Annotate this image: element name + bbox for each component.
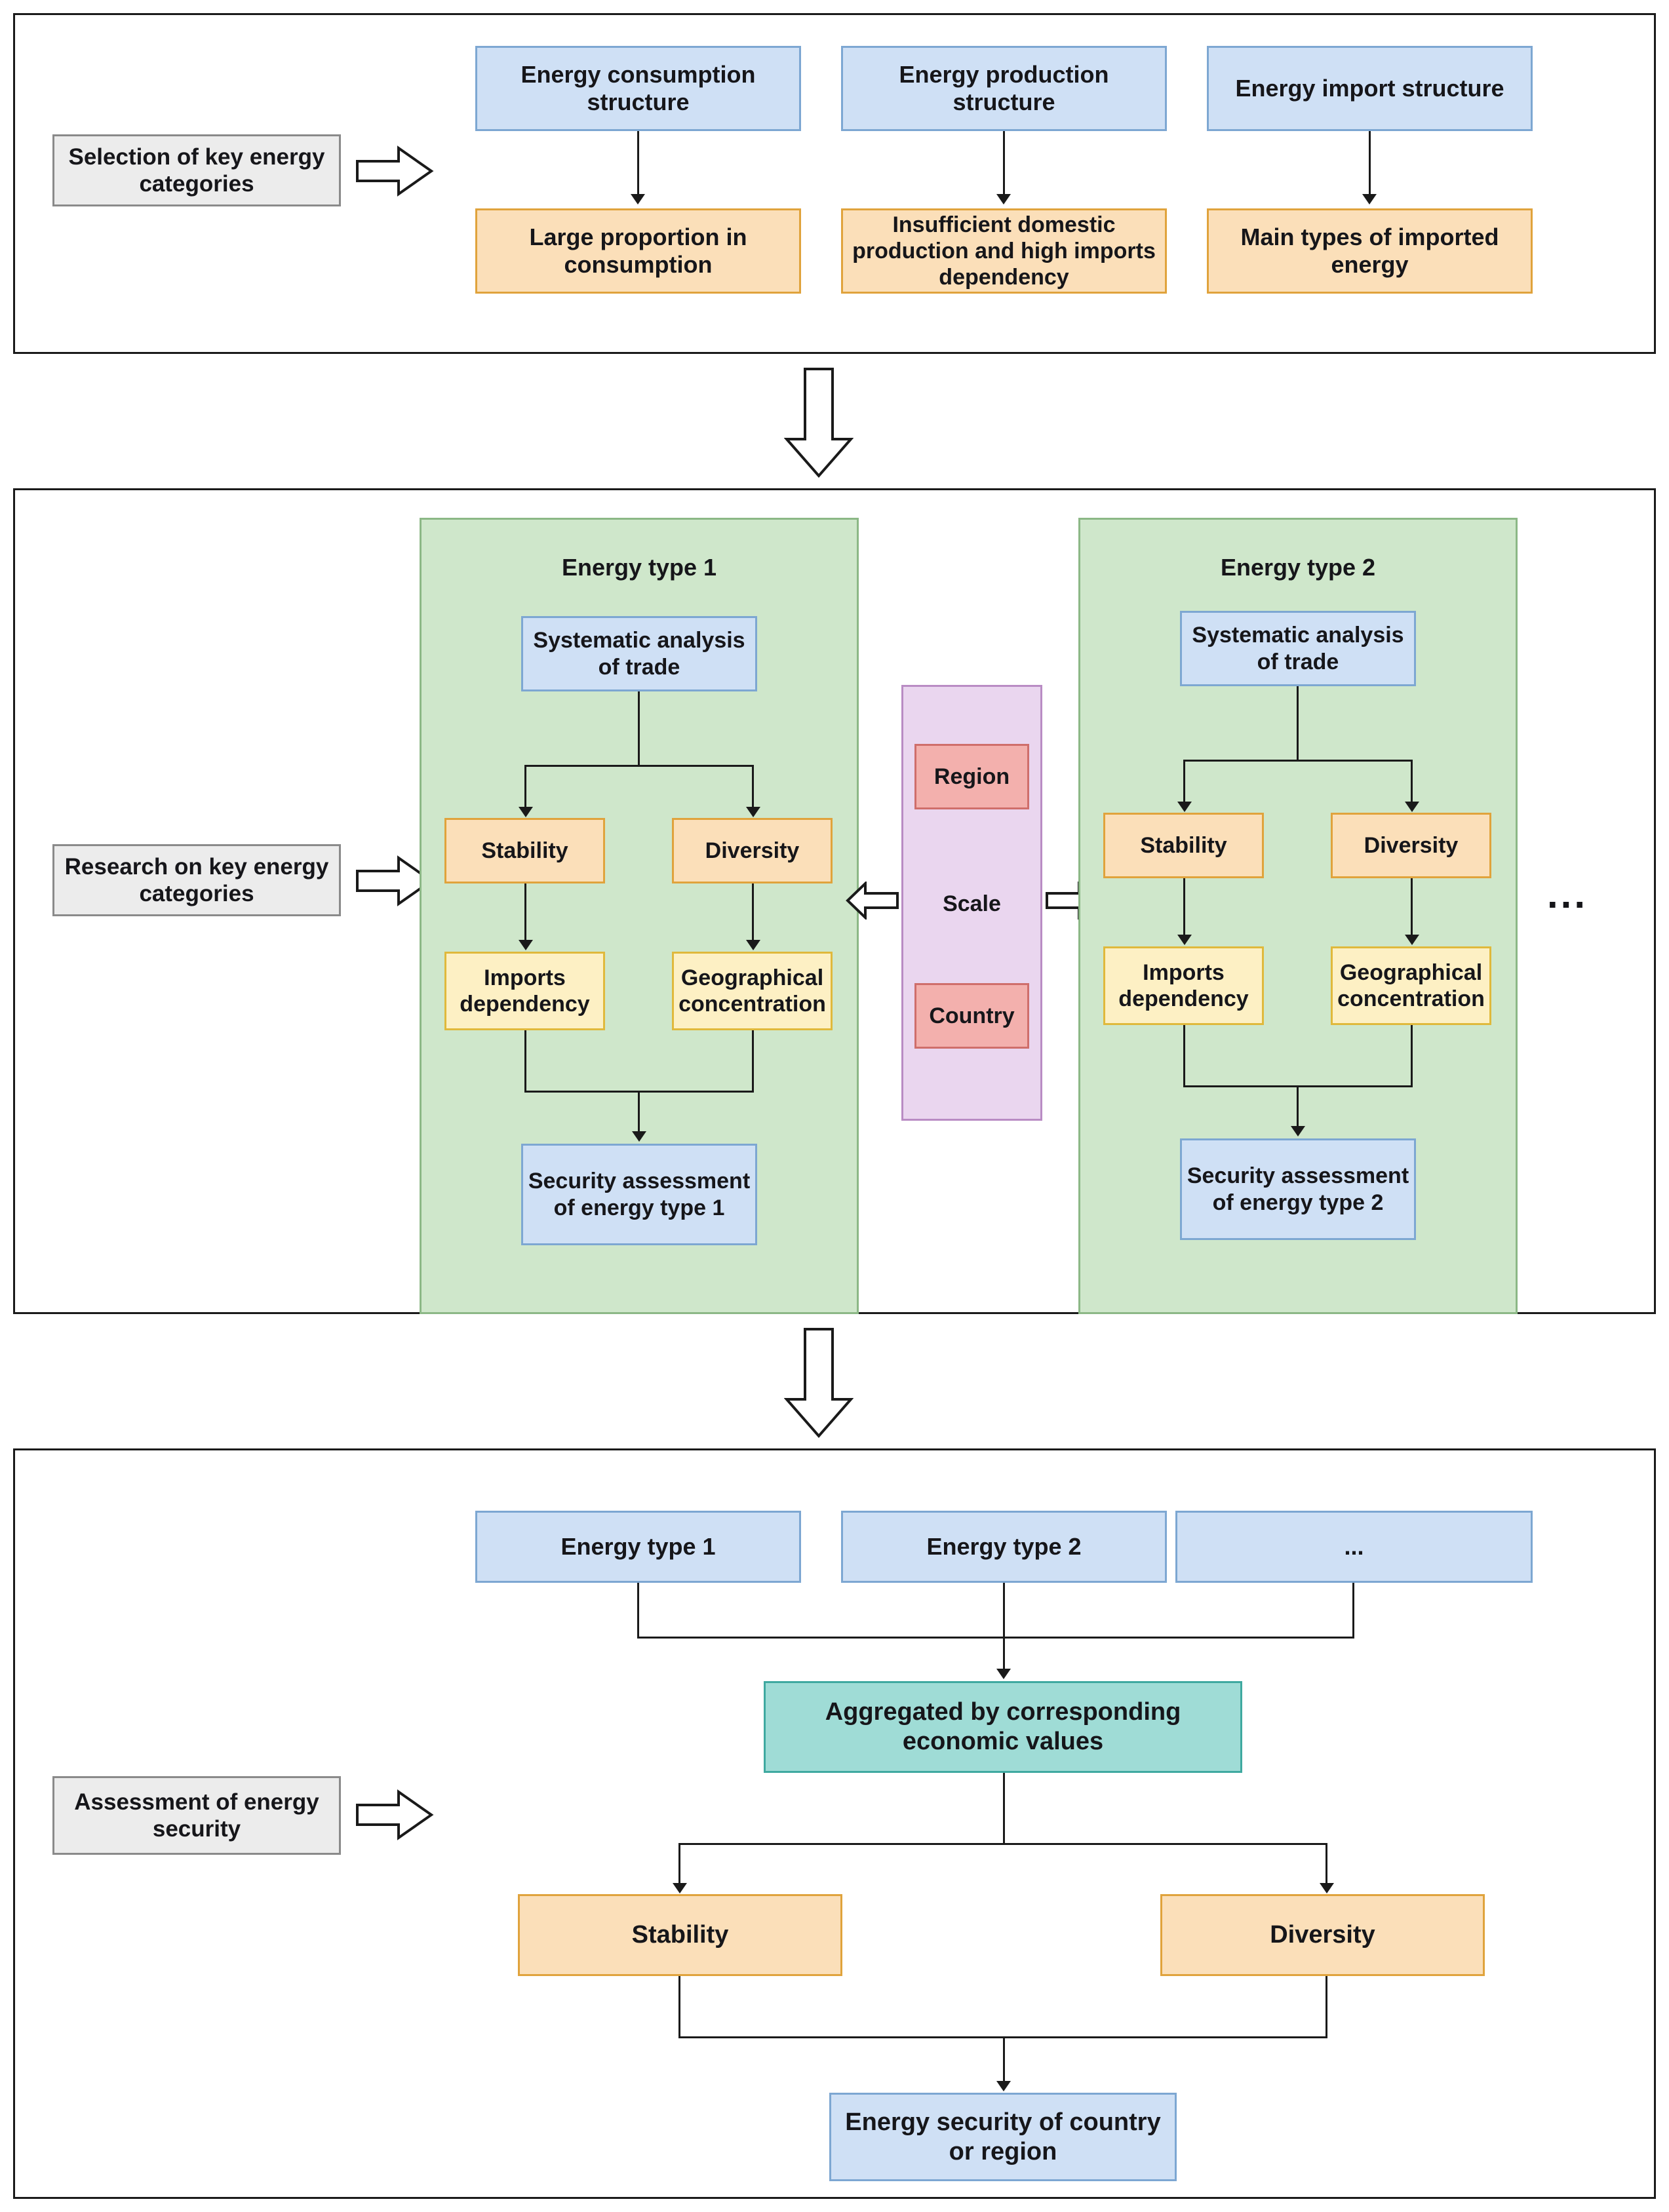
dim-split-vertical: [1003, 1773, 1005, 1845]
dim-left-arrowhead: [673, 1883, 687, 1893]
agg-down-type1: [637, 1583, 639, 1639]
g1-arrow-left-branch: [519, 807, 533, 817]
box-g1-systematic-analysis-of-trade: Systematic analysis of trade: [521, 616, 757, 691]
g1-trunk-horizontal: [524, 765, 754, 767]
g2-arrow-geo: [1405, 935, 1419, 945]
g1-merge-down: [638, 1091, 640, 1134]
block-arrow-scale-left: [846, 882, 899, 920]
g1-stability-to-imports: [524, 883, 526, 942]
g1-arrow-bottom: [632, 1131, 646, 1142]
result-right-down: [1325, 1976, 1327, 2038]
box-assessment-diversity: Diversity: [1160, 1894, 1485, 1976]
box-insufficient-domestic-production: Insufficient domestic production and high imports dependency: [841, 208, 1167, 294]
box-assessment-stability: Stability: [518, 1894, 842, 1976]
box-g1-geographical-concentration: Geographical concentration: [672, 952, 833, 1030]
box-g1-stability: Stability: [444, 818, 605, 883]
box-g2-security-assessment: Security assessment of energy type 2: [1180, 1138, 1416, 1240]
g1-arrow-geo: [746, 940, 760, 950]
label-selection-of-key-energy-categories: Selection of key energy categories: [52, 134, 341, 206]
box-aggregated-by-economic-values: Aggregated by corresponding economic values: [764, 1681, 1242, 1773]
g2-merge-down: [1297, 1085, 1299, 1129]
arrowhead-consumption: [631, 194, 645, 204]
box-energy-consumption-structure: Energy consumption structure: [475, 46, 801, 131]
dim-right-arrowhead: [1320, 1883, 1334, 1893]
dim-left-down: [678, 1843, 680, 1886]
result-left-down: [678, 1976, 680, 2038]
box-large-proportion-in-consumption: Large proportion in consumption: [475, 208, 801, 294]
block-arrow-section2-to-section3: [784, 1327, 854, 1439]
box-assessment-energy-type-more: ...: [1175, 1511, 1533, 1583]
box-g2-geographical-concentration: Geographical concentration: [1331, 946, 1491, 1025]
box-g2-diversity: Diversity: [1331, 813, 1491, 878]
g2-branch-right: [1411, 760, 1413, 804]
box-g1-imports-dependency: Imports dependency: [444, 952, 605, 1030]
dim-split-horizontal: [678, 1843, 1327, 1845]
g1-diversity-to-geo: [752, 883, 754, 942]
box-main-types-of-imported-energy: Main types of imported energy: [1207, 208, 1533, 294]
box-g1-diversity: Diversity: [672, 818, 833, 883]
arrowhead-production: [996, 194, 1011, 204]
result-arrowhead: [996, 2081, 1011, 2091]
g2-merge-right: [1411, 1025, 1413, 1087]
g1-arrow-right-branch: [746, 807, 760, 817]
g2-arrow-left-branch: [1177, 802, 1192, 812]
box-g1-security-assessment: Security assessment of energy type 1: [521, 1144, 757, 1245]
group-title-energy-type-2: Energy type 2: [1220, 554, 1376, 581]
box-scale-region: Region: [914, 744, 1029, 809]
g1-trunk-vertical: [638, 691, 640, 767]
g1-branch-right: [752, 765, 754, 809]
connector-consumption: [637, 131, 639, 197]
ellipsis-more-energy-types: ...: [1547, 872, 1588, 916]
agg-down-center: [1003, 1583, 1005, 1671]
box-energy-production-structure: Energy production structure: [841, 46, 1167, 131]
box-assessment-energy-type-2: Energy type 2: [841, 1511, 1167, 1583]
g2-trunk-vertical: [1297, 686, 1299, 762]
g1-branch-left: [524, 765, 526, 809]
g1-merge-right: [752, 1030, 754, 1093]
group-title-energy-type-1: Energy type 1: [561, 554, 717, 581]
block-arrow-section1-to-section2: [784, 367, 854, 478]
g2-trunk-horizontal: [1183, 760, 1413, 762]
block-arrow-assessment: [355, 1789, 434, 1840]
connector-import: [1369, 131, 1371, 197]
box-scale-country: Country: [914, 983, 1029, 1049]
label-scale: Scale: [943, 891, 1001, 916]
box-g2-stability: Stability: [1103, 813, 1264, 878]
agg-down-type3: [1352, 1583, 1354, 1639]
g2-arrow-right-branch: [1405, 802, 1419, 812]
g2-arrow-bottom: [1291, 1126, 1305, 1136]
dim-right-down: [1325, 1843, 1327, 1886]
g2-merge-left: [1183, 1025, 1185, 1087]
g1-merge-left: [524, 1030, 526, 1093]
result-center-down: [1003, 2036, 1005, 2084]
connector-production: [1003, 131, 1005, 197]
box-energy-import-structure: Energy import structure: [1207, 46, 1533, 131]
label-research-on-key-energy-categories: Research on key energy categories: [52, 844, 341, 916]
label-assessment-of-energy-security: Assessment of energy security: [52, 1776, 341, 1855]
box-g2-imports-dependency: Imports dependency: [1103, 946, 1264, 1025]
g2-stability-to-imports: [1183, 878, 1185, 937]
agg-arrowhead: [996, 1669, 1011, 1679]
arrowhead-import: [1362, 194, 1377, 204]
g2-branch-left: [1183, 760, 1185, 804]
g2-arrow-imports: [1177, 935, 1192, 945]
g1-arrow-imports: [519, 940, 533, 950]
block-arrow-selection: [355, 146, 434, 197]
g2-diversity-to-geo: [1411, 878, 1413, 937]
agg-horizontal: [637, 1637, 1354, 1639]
box-energy-security-of-country-or-region: Energy security of country or region: [829, 2093, 1177, 2181]
box-g2-systematic-analysis-of-trade: Systematic analysis of trade: [1180, 611, 1416, 686]
box-assessment-energy-type-1: Energy type 1: [475, 1511, 801, 1583]
